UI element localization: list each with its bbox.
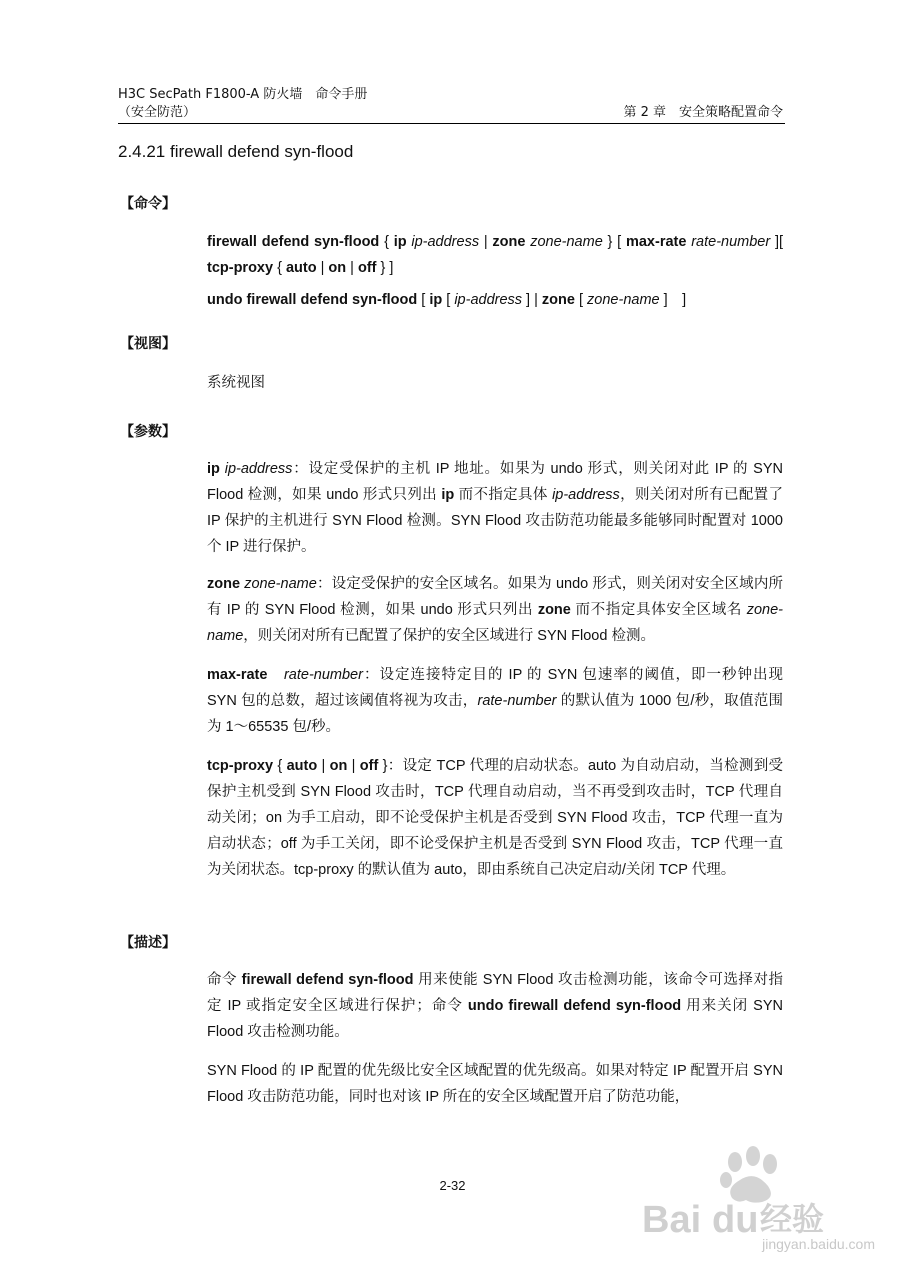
body-text: | (316, 260, 329, 276)
argument-text: rate-number (691, 234, 771, 250)
param-zone (207, 571, 783, 649)
body-text: } ] (376, 260, 394, 276)
argument-text: zone-name (587, 292, 660, 308)
body-text: 而不指定具体安全区域名 (570, 602, 747, 618)
keyword-text: zone (207, 576, 241, 592)
param-tcp-proxy (207, 753, 783, 883)
argument-text: ip-address (552, 487, 620, 503)
body-text: | (346, 260, 358, 276)
description-para-2 (207, 1058, 783, 1110)
keyword-text: firewall defend syn-flood (241, 972, 414, 988)
body-text: | (479, 234, 493, 250)
label-command: 【命令】 (120, 196, 176, 212)
description-para-1 (207, 967, 783, 1045)
page-number: 2-32 (439, 1178, 466, 1193)
argument-text: zone-name (207, 602, 783, 644)
keyword-text: max-rate (625, 234, 687, 250)
header-volume: （安全防范） (118, 105, 197, 120)
keyword-text: max-rate (207, 667, 268, 683)
keyword-text: undo firewall defend syn-flood (467, 998, 682, 1014)
body-text: ：设定受保护的安全区域名。如果为 undo 形式，则关闭对安全区域内所有 IP 的 SYN Flood 检测，如果 undo 形式只列出 (207, 576, 783, 618)
keyword-text: tcp-proxy (207, 260, 274, 276)
body-text: { (273, 260, 286, 276)
keyword-text: on (328, 260, 347, 276)
body-text: ] ] (659, 292, 687, 308)
body-text: } [ (602, 234, 626, 250)
keyword-text: firewall defend syn-flood (207, 234, 380, 250)
body-text: 而不指定具体 (454, 487, 553, 503)
body-text: | (317, 758, 330, 774)
argument-text: zone-name (530, 234, 603, 250)
body-text: ，则关闭对所有已配置了 IP 保护的主机进行 SYN Flood 检测。SYN Flood 攻击防范功能最多能够同时配置对 1000 个 IP 进行保护。 (207, 487, 783, 555)
body-text: SYN Flood 的 IP 配置的优先级比安全区域配置的优先级高。如果对特定 IP 配置开启 SYN Flood 攻击防范功能，同时也对该 IP 所在的安全区域配置开启了防范功能， (207, 1063, 783, 1105)
header-product: H3C SecPath F1800-A 防火墙 命令手册 (118, 87, 368, 102)
keyword-text: auto (285, 260, 317, 276)
body-text (267, 667, 284, 683)
argument-text: ip-address (224, 461, 293, 477)
label-view: 【视图】 (120, 336, 176, 352)
svg-text:Bai: Bai (642, 1199, 702, 1241)
argument-text: zone-name (244, 576, 317, 592)
body-text: [ (574, 292, 588, 308)
watermark-url: jingyan.baidu.com (762, 1236, 875, 1252)
command-syntax (207, 229, 783, 281)
keyword-text: undo firewall defend syn-flood (207, 292, 418, 308)
body-text: [ (417, 292, 430, 308)
svg-text:du: du (712, 1199, 759, 1241)
view-text: 系统视图 (207, 375, 265, 391)
label-params: 【参数】 (120, 424, 176, 440)
keyword-text: on (329, 758, 348, 774)
body-text: 用来使能 SYN Flood 攻击检测功能，该命令可选择对指定 IP 或指定安全区域进行保护；命令 (207, 972, 784, 1014)
body-text: { (379, 234, 394, 250)
body-text: 用来关闭 SYN Flood 攻击检测功能。 (207, 998, 783, 1040)
keyword-text: tcp-proxy (207, 758, 274, 774)
argument-text: ip-address (454, 292, 523, 308)
keyword-text: off (359, 758, 379, 774)
body-text: | (347, 758, 360, 774)
argument-text: rate-number (477, 693, 557, 709)
svg-text:经验: 经验 (760, 1200, 825, 1238)
keyword-text: ip (207, 461, 220, 477)
keyword-text: off (357, 260, 377, 276)
body-text: ] | (522, 292, 542, 308)
body-text: ][ (770, 234, 784, 250)
body-text: 的默认值为 1000 包/秒，取值范围为 1～65535 包/秒。 (207, 693, 783, 735)
body-text: 命令 (207, 972, 242, 988)
body-text: { (273, 758, 287, 774)
keyword-text: ip (393, 234, 407, 250)
undo-command-syntax (207, 287, 783, 313)
keyword-text: ip (429, 292, 443, 308)
body-text: ，则关闭对所有已配置了保护的安全区域进行 SYN Flood 检测。 (243, 628, 655, 644)
section-title: 2.4.21 firewall defend syn-flood (118, 142, 354, 161)
keyword-text: auto (286, 758, 318, 774)
keyword-text: zone (537, 602, 571, 618)
argument-text: rate-number (283, 667, 363, 683)
header-divider (118, 123, 785, 124)
keyword-text: zone (492, 234, 526, 250)
param-ip (207, 456, 783, 560)
running-header-left (118, 86, 367, 122)
body-text: [ (442, 292, 455, 308)
param-max-rate (207, 662, 783, 740)
body-text: }：设定 TCP 代理的启动状态。auto 为自动启动，当检测到受保护主机受到 SYN Flood 攻击时，TCP 代理自动启动，当不再受到攻击时，TCP 代理自动关闭；on 为手工启动，即不论受保护主机是否受到 SYN Flood 攻击，TCP 代理一直为启动状态；off 为手工关闭，即不论受保护主机是否受到 SYN Flood 攻击，TCP 代理一直为关闭状态。tcp-proxy 的默认值为 auto，即由系统自己决定启动/关闭 TCP 代理。 (207, 758, 784, 878)
argument-text: ip-address (411, 234, 480, 250)
label-description: 【描述】 (120, 935, 176, 951)
body-text: ：设定连接特定目的 IP 的 SYN 包速率的阈值，即一秒钟出现 SYN 包的总数，超过该阈值将视为攻击， (207, 667, 783, 709)
keyword-text: zone (541, 292, 575, 308)
body-text: ：设定受保护的主机 IP 地址。如果为 undo 形式，则关闭对此 IP 的 SYN Flood 检测，如果 undo 形式只列出 (207, 461, 783, 503)
header-chapter: 第 2 章 安全策略配置命令 (623, 105, 783, 120)
keyword-text: ip (441, 487, 455, 503)
